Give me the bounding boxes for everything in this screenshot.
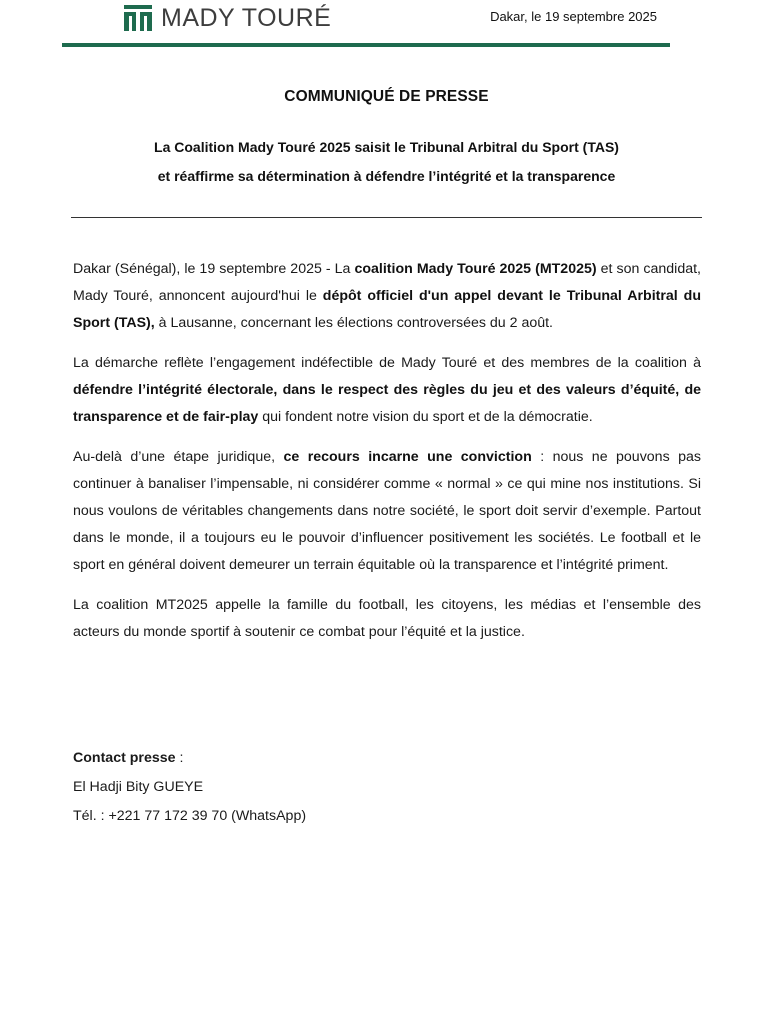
paragraph-text: Dakar (Sénégal), le 19 septembre 2025 - La <box>73 261 355 277</box>
title-divider <box>71 217 702 218</box>
paragraph-emphasis: coalition Mady Touré 2025 (MT2025) <box>354 261 597 277</box>
brand-name: MADY TOURÉ <box>161 4 332 32</box>
paragraph-emphasis: ce recours incarne une conviction <box>283 449 532 465</box>
press-release-body <box>73 256 701 659</box>
contact-name: El Hadji Bity GUEYE <box>73 779 204 795</box>
letterhead <box>0 0 763 50</box>
contact-phone: Tél. : +221 77 172 39 70 (WhatsApp) <box>73 808 307 824</box>
paragraph-conviction <box>73 444 701 579</box>
paragraph-emphasis: dépôt officiel d'un appel devant le Tribunal Arbitral du Sport (TAS), <box>73 288 701 331</box>
subtitle-line-1: La Coalition Mady Touré 2025 saisit le Tribunal Arbitral du Sport (TAS) <box>154 139 619 155</box>
paragraph-text: et son candidat, Mady Touré, annoncent aujourd'hui le <box>73 261 701 304</box>
document-title: COMMUNIQUÉ DE PRESSE <box>284 88 489 105</box>
subtitle-line-2: et réaffirme sa détermination à défendre l’intégrité et la transparence <box>157 168 616 184</box>
contact-heading <box>73 744 306 773</box>
header-divider <box>62 43 670 47</box>
contact-label: Contact presse <box>73 750 176 766</box>
paragraph-text: qui fondent notre vision du sport et de la démocratie. <box>258 409 593 425</box>
paragraph-text: à Lausanne, concernant les élections controversées du 2 août. <box>154 315 553 331</box>
paragraph-commitment <box>73 350 701 431</box>
paragraph-text: : nous ne pouvons pas continuer à banaliser l’impensable, ni considérer comme « normal » ce qui mine nos institutions. Si nous voulons de véritables changements dans notre société, le sport doit servir d’exemple. Partout dans le monde, il a toujours eu le pouvoir d’influencer positivement les sociétés. Le football et le sport en général doivent demeurer un terrain équitable où la transparence et l’intégrité priment. <box>73 449 701 573</box>
paragraph-text: La démarche reflète l’engagement indéfectible de Mady Touré et des membres de la coalition à <box>73 355 701 371</box>
paragraph-call-to-action: La coalition MT2025 appelle la famille du football, les citoyens, les médias et l’ensemble des acteurs du monde sportif à soutenir ce combat pour l’équité et la justice. <box>73 597 701 640</box>
paragraph-text: Au-delà d’une étape juridique, <box>73 449 284 465</box>
press-contact <box>73 744 306 831</box>
header-date: Dakar, le 19 septembre 2025 <box>490 9 657 24</box>
brand-logo-icon <box>124 5 152 31</box>
brand-logo <box>124 4 331 32</box>
contact-label-suffix: : <box>175 750 184 766</box>
paragraph-emphasis: défendre l’intégrité électorale, dans le respect des règles du jeu et des valeurs d’équité, de transparence et de fair-play <box>73 382 701 425</box>
paragraph-announcement <box>73 256 701 337</box>
